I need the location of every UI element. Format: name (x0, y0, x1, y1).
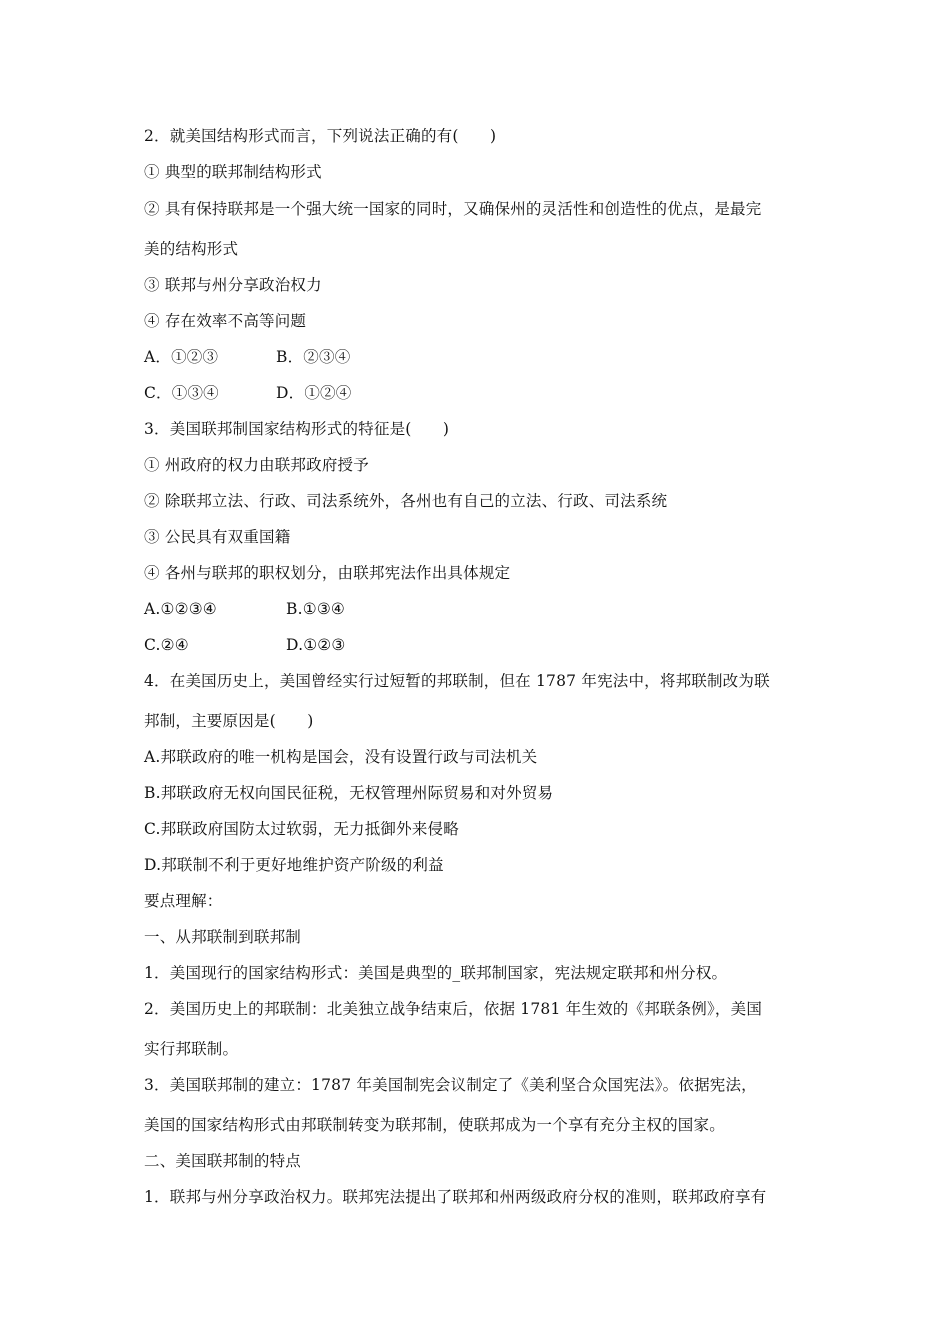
section-2-paragraph-1-line-1: 1．联邦与州分享政治权力。联邦宪法提出了联邦和州两级政府分权的准则，联邦政府享有 (144, 1188, 767, 1206)
q3-item-2: ② 除联邦立法、行政、司法系统外，各州也有自己的立法、行政、司法系统 (144, 492, 668, 510)
q4-option-d: D.邦联制不利于更好地维护资产阶级的利益 (144, 856, 444, 874)
q4-option-b: B.邦联政府无权向国民征税，无权管理州际贸易和对外贸易 (144, 784, 554, 802)
key-points-heading: 要点理解： (144, 892, 223, 910)
section-1-paragraph-1: 1．美国现行的国家结构形式：美国是典型的_联邦制国家，宪法规定联邦和州分权。 (144, 964, 728, 982)
q2-item-3: ③ 联邦与州分享政治权力 (144, 276, 322, 294)
q2-option-b: B．②③④ (276, 348, 351, 366)
section-1-paragraph-2-line-1: 2．美国历史上的邦联制：北美独立战争结束后，依据 1781 年生效的《邦联条例》，美国 (144, 1000, 763, 1018)
q3-options-row-2 (144, 635, 346, 655)
q2-item-2-line-1: ② 具有保持联邦是一个强大统一国家的同时，又确保州的灵活性和创造性的优点，是最完 (144, 200, 762, 218)
q2-item-1: ① 典型的联邦制结构形式 (144, 163, 322, 181)
section-2-title: 二、美国联邦制的特点 (144, 1152, 302, 1170)
q3-option-c: C.②④ (144, 636, 189, 654)
q2-item-4: ④ 存在效率不高等问题 (144, 312, 307, 330)
q4-stem-line-1: 4．在美国历史上，美国曾经实行过短暂的邦联制，但在 1787 年宪法中，将邦联制改为联 (144, 672, 770, 690)
q2-options-row-1 (144, 347, 350, 367)
q2-stem: 2．就美国结构形式而言，下列说法正确的有( ) (144, 127, 497, 145)
q4-stem-line-2: 邦制，主要原因是( ) (144, 712, 314, 730)
section-1-title: 一、从邦联制到联邦制 (144, 928, 302, 946)
q3-option-a: A.①②③④ (144, 600, 217, 618)
q3-stem: 3．美国联邦制国家结构形式的特征是( ) (144, 420, 450, 438)
q4-option-a: A.邦联政府的唯一机构是国会，没有设置行政与司法机关 (144, 748, 538, 766)
section-1-paragraph-2-line-2: 实行邦联制。 (144, 1040, 239, 1058)
q2-item-2-line-2: 美的结构形式 (144, 240, 239, 258)
q3-item-4: ④ 各州与联邦的职权划分，由联邦宪法作出具体规定 (144, 564, 511, 582)
section-1-paragraph-3-line-2: 美国的国家结构形式由邦联制转变为联邦制，使联邦成为一个享有充分主权的国家。 (144, 1116, 725, 1134)
q3-option-d: D.①②③ (286, 636, 346, 654)
q2-option-a: A．①②③ (144, 348, 219, 366)
q2-options-row-2 (144, 383, 351, 403)
q2-option-c: C．①③④ (144, 384, 219, 402)
q3-option-b: B.①③④ (286, 600, 346, 618)
section-1-paragraph-3-line-1: 3．美国联邦制的建立：1787 年美国制宪会议制定了《美利坚合众国宪法》。依据宪法， (144, 1076, 757, 1094)
q2-option-d: D．①②④ (276, 384, 352, 402)
q3-item-1: ① 州政府的权力由联邦政府授予 (144, 456, 369, 474)
q4-option-c: C.邦联政府国防太过软弱，无力抵御外来侵略 (144, 820, 459, 838)
q3-item-3: ③ 公民具有双重国籍 (144, 528, 291, 546)
q3-options-row-1 (144, 599, 345, 619)
